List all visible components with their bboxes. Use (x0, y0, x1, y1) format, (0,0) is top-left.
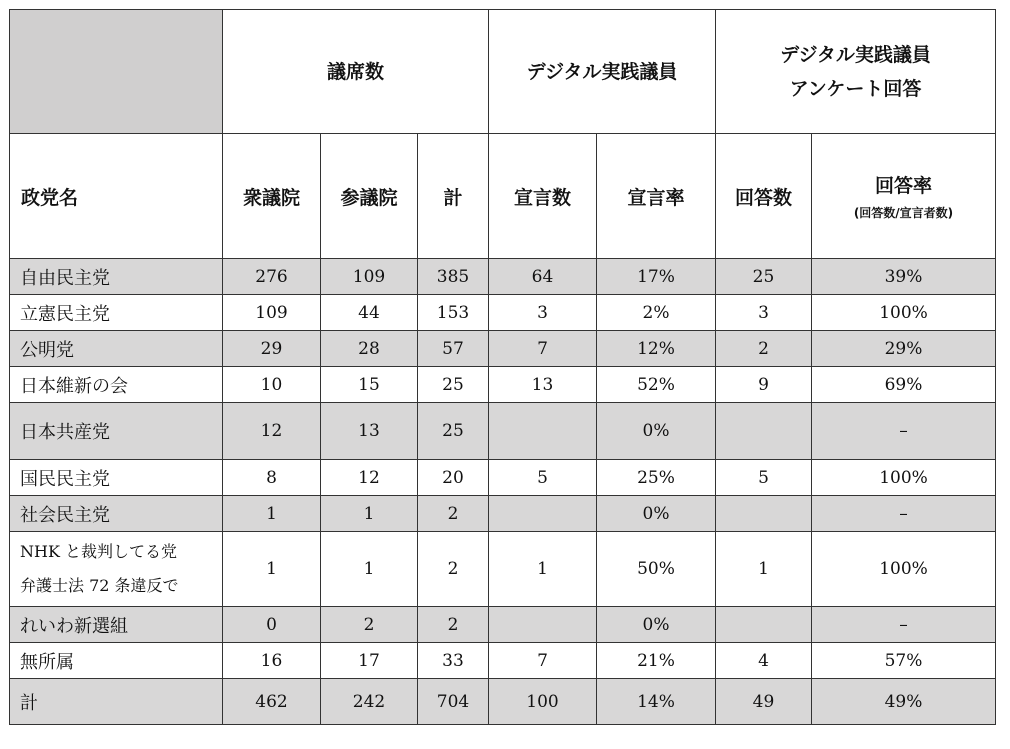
answer-rate: 100% (812, 295, 996, 331)
declared-count (489, 496, 597, 532)
answer-count (716, 607, 812, 643)
answer-rate: 100% (812, 532, 996, 607)
total-seats: 704 (418, 679, 489, 725)
answer-rate-label: 回答率 (874, 175, 932, 197)
answer-rate: 100% (812, 460, 996, 496)
table-row (10, 496, 996, 532)
declared-count: 7 (489, 643, 597, 679)
upper-house-seats: 13 (321, 403, 418, 460)
lower-house-seats: 16 (223, 643, 321, 679)
declared-rate: 17% (597, 259, 716, 295)
upper-house-seats: 28 (321, 331, 418, 367)
corner-cell (10, 10, 223, 134)
party-name: 国民民主党 (10, 460, 223, 496)
table-row (10, 295, 996, 331)
answer-rate: – (812, 607, 996, 643)
total-seats: 33 (418, 643, 489, 679)
group-header-seats: 議席数 (223, 10, 489, 134)
declared-rate: 25% (597, 460, 716, 496)
table-row (10, 607, 996, 643)
upper-house-seats: 17 (321, 643, 418, 679)
declared-rate: 50% (597, 532, 716, 607)
column-header-upper-house: 参議院 (321, 134, 418, 259)
total-seats: 25 (418, 403, 489, 460)
lower-house-seats: 29 (223, 331, 321, 367)
answer-rate: 69% (812, 367, 996, 403)
declared-rate: 14% (597, 679, 716, 725)
party-name (10, 532, 223, 607)
declared-rate: 52% (597, 367, 716, 403)
column-header-lower-house: 衆議院 (223, 134, 321, 259)
party-name: 無所属 (10, 643, 223, 679)
declared-count: 64 (489, 259, 597, 295)
lower-house-seats: 12 (223, 403, 321, 460)
answer-count: 9 (716, 367, 812, 403)
group-header-survey (716, 10, 996, 134)
declared-rate: 0% (597, 607, 716, 643)
total-seats: 385 (418, 259, 489, 295)
party-name: 自由民主党 (10, 259, 223, 295)
party-name-line1: NHK と裁判してる党 (20, 542, 177, 561)
table-row (10, 331, 996, 367)
declared-count: 1 (489, 532, 597, 607)
column-header-row (10, 134, 996, 259)
answer-rate: 39% (812, 259, 996, 295)
column-header-answer-rate (812, 134, 996, 259)
lower-house-seats: 462 (223, 679, 321, 725)
answer-rate: 29% (812, 331, 996, 367)
upper-house-seats: 44 (321, 295, 418, 331)
answer-count (716, 496, 812, 532)
column-header-answers: 回答数 (716, 134, 812, 259)
answer-count: 1 (716, 532, 812, 607)
total-seats: 2 (418, 496, 489, 532)
declared-rate: 21% (597, 643, 716, 679)
total-seats: 25 (418, 367, 489, 403)
upper-house-seats: 2 (321, 607, 418, 643)
answer-rate-note: (回答数/宣言者数) (853, 206, 954, 220)
total-seats: 2 (418, 607, 489, 643)
group-header-declared: デジタル実践議員 (489, 10, 716, 134)
upper-house-seats: 242 (321, 679, 418, 725)
answer-count: 4 (716, 643, 812, 679)
answer-count: 49 (716, 679, 812, 725)
group-header-survey-line1: デジタル実践議員 (780, 43, 931, 66)
table-row (10, 259, 996, 295)
group-header-row (10, 10, 996, 134)
total-seats: 20 (418, 460, 489, 496)
party-name: れいわ新選組 (10, 607, 223, 643)
declared-rate: 0% (597, 403, 716, 460)
upper-house-seats: 109 (321, 259, 418, 295)
answer-rate: 49% (812, 679, 996, 725)
column-header-declared-rate: 宣言率 (597, 134, 716, 259)
column-header-total: 計 (418, 134, 489, 259)
party-name: 日本維新の会 (10, 367, 223, 403)
digital-practice-table (9, 9, 996, 725)
party-name: 日本共産党 (10, 403, 223, 460)
column-header-declared: 宣言数 (489, 134, 597, 259)
total-seats: 57 (418, 331, 489, 367)
party-name: 社会民主党 (10, 496, 223, 532)
group-header-survey-line2: アンケート回答 (789, 77, 922, 100)
total-seats: 2 (418, 532, 489, 607)
party-name: 公明党 (10, 331, 223, 367)
party-name-line2: 弁護士法 72 条違反で (20, 576, 179, 595)
party-name: 計 (10, 679, 223, 725)
lower-house-seats: 0 (223, 607, 321, 643)
seat-table-container (9, 9, 996, 725)
lower-house-seats: 10 (223, 367, 321, 403)
declared-count: 5 (489, 460, 597, 496)
total-seats: 153 (418, 295, 489, 331)
declared-count: 7 (489, 331, 597, 367)
table-row (10, 460, 996, 496)
table-row (10, 532, 996, 607)
answer-rate: – (812, 403, 996, 460)
answer-rate: 57% (812, 643, 996, 679)
lower-house-seats: 8 (223, 460, 321, 496)
lower-house-seats: 109 (223, 295, 321, 331)
answer-count: 3 (716, 295, 812, 331)
declared-count: 100 (489, 679, 597, 725)
declared-rate: 0% (597, 496, 716, 532)
declared-rate: 2% (597, 295, 716, 331)
column-header-party: 政党名 (10, 134, 223, 259)
table-row (10, 643, 996, 679)
declared-count (489, 403, 597, 460)
upper-house-seats: 12 (321, 460, 418, 496)
upper-house-seats: 15 (321, 367, 418, 403)
declared-count (489, 607, 597, 643)
declared-count: 3 (489, 295, 597, 331)
answer-rate: – (812, 496, 996, 532)
declared-count: 13 (489, 367, 597, 403)
lower-house-seats: 276 (223, 259, 321, 295)
upper-house-seats: 1 (321, 496, 418, 532)
party-name: 立憲民主党 (10, 295, 223, 331)
lower-house-seats: 1 (223, 496, 321, 532)
answer-count (716, 403, 812, 460)
answer-count: 2 (716, 331, 812, 367)
table-row (10, 367, 996, 403)
declared-rate: 12% (597, 331, 716, 367)
answer-count: 5 (716, 460, 812, 496)
answer-count: 25 (716, 259, 812, 295)
lower-house-seats: 1 (223, 532, 321, 607)
table-row (10, 403, 996, 460)
total-row (10, 679, 996, 725)
upper-house-seats: 1 (321, 532, 418, 607)
